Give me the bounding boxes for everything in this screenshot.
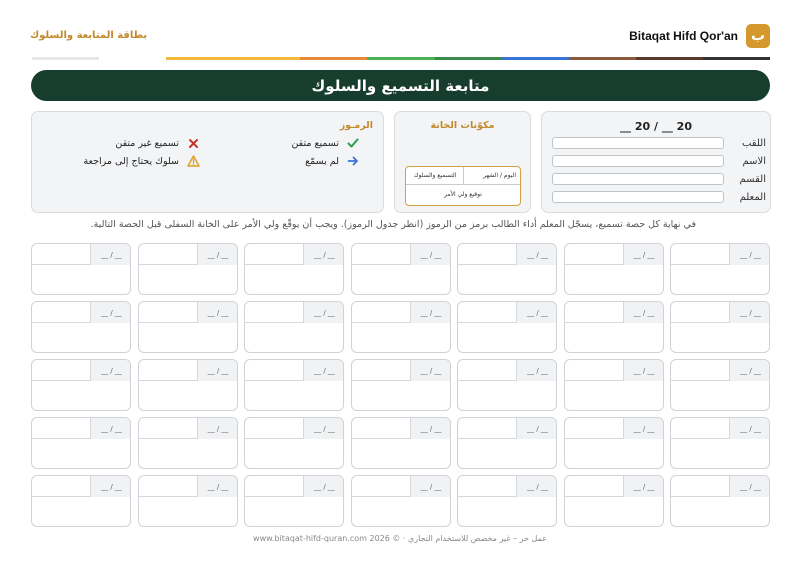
tracking-cell[interactable] bbox=[244, 359, 344, 411]
cell-date[interactable]: __ / __ bbox=[623, 476, 664, 497]
field-section bbox=[552, 173, 766, 187]
teacher-input[interactable] bbox=[552, 191, 724, 203]
legend-label: تسميع متقن bbox=[291, 137, 339, 149]
tracking-cell[interactable] bbox=[31, 359, 131, 411]
cell-date[interactable]: __ / __ bbox=[729, 418, 770, 439]
tracking-cell[interactable] bbox=[564, 417, 664, 469]
cell-date[interactable]: __ / __ bbox=[410, 476, 451, 497]
tracking-cell[interactable] bbox=[670, 417, 770, 469]
instructions-text: في نهاية كل حصة تسميع، يسجّل المعلم أداء الطالب برمز من الرموز (انظر جدول الرموز). ويجب أن يوقّع ولي الأمر على الخانة السفلى قبل الحصة التالية. bbox=[90, 219, 696, 230]
page-title: متابعة التسميع والسلوك bbox=[31, 70, 770, 101]
tracking-cell[interactable] bbox=[31, 243, 131, 295]
cell-date[interactable]: __ / __ bbox=[303, 476, 344, 497]
tracking-cell[interactable] bbox=[670, 475, 770, 527]
tracking-cell[interactable] bbox=[564, 301, 664, 353]
legend-item-mastered bbox=[291, 136, 361, 150]
brand-logo: ب bbox=[746, 24, 770, 48]
legend-panel bbox=[31, 111, 384, 213]
tracking-cell[interactable] bbox=[138, 417, 238, 469]
stripe-segment bbox=[703, 57, 770, 60]
tracking-cell[interactable] bbox=[31, 475, 131, 527]
cell-date[interactable]: __ / __ bbox=[516, 244, 557, 265]
tracking-cell[interactable] bbox=[244, 475, 344, 527]
cell-date[interactable]: __ / __ bbox=[197, 418, 238, 439]
cell-date[interactable]: __ / __ bbox=[303, 244, 344, 265]
cell-date[interactable]: __ / __ bbox=[197, 360, 238, 381]
stripe-segment bbox=[367, 57, 434, 60]
cell-date[interactable]: __ / __ bbox=[197, 302, 238, 323]
stripe-segment bbox=[569, 57, 636, 60]
color-stripe bbox=[32, 57, 770, 60]
stripe-segment bbox=[636, 57, 703, 60]
legend-label: لم يسمّع bbox=[305, 155, 339, 167]
tracking-grid bbox=[31, 243, 770, 528]
cell-parts-title: مكوّنات الخانة bbox=[430, 120, 495, 131]
warning-icon bbox=[185, 155, 201, 167]
cell-date[interactable]: __ / __ bbox=[729, 476, 770, 497]
field-surname bbox=[552, 137, 766, 151]
cell-date[interactable]: __ / __ bbox=[410, 360, 451, 381]
tracking-cell[interactable] bbox=[244, 417, 344, 469]
legend-item-behavior bbox=[83, 154, 201, 168]
cell-date[interactable]: __ / __ bbox=[410, 244, 451, 265]
cell-date[interactable]: __ / __ bbox=[90, 360, 131, 381]
cell-date[interactable]: __ / __ bbox=[623, 360, 664, 381]
tracking-cell[interactable] bbox=[351, 417, 451, 469]
tracking-cell[interactable] bbox=[351, 243, 451, 295]
tracking-cell[interactable] bbox=[457, 417, 557, 469]
tracking-cell[interactable] bbox=[670, 301, 770, 353]
cell-date[interactable]: __ / __ bbox=[729, 360, 770, 381]
example-signature: توقيع ولي الأمر bbox=[444, 191, 482, 198]
cell-example bbox=[405, 166, 521, 206]
example-day-month: اليوم / الشهر bbox=[483, 172, 516, 179]
tracking-cell[interactable] bbox=[138, 301, 238, 353]
cell-date[interactable]: __ / __ bbox=[729, 302, 770, 323]
stripe-segment bbox=[32, 57, 99, 60]
header bbox=[30, 24, 770, 52]
check-icon bbox=[345, 137, 361, 149]
cell-parts-panel bbox=[394, 111, 531, 213]
example-recitation: التسميع والسلوك bbox=[413, 172, 457, 179]
stripe-segment bbox=[300, 57, 367, 60]
tracking-cell[interactable] bbox=[138, 475, 238, 527]
cell-date[interactable]: __ / __ bbox=[303, 360, 344, 381]
field-teacher bbox=[552, 191, 766, 205]
tracking-cell[interactable] bbox=[457, 359, 557, 411]
name-input[interactable] bbox=[552, 155, 724, 167]
tracking-cell[interactable] bbox=[670, 243, 770, 295]
cell-date[interactable]: __ / __ bbox=[197, 244, 238, 265]
cell-date[interactable]: __ / __ bbox=[303, 418, 344, 439]
tracking-cell[interactable] bbox=[670, 359, 770, 411]
cell-date[interactable]: __ / __ bbox=[623, 302, 664, 323]
card-title: بطاقة المتابعة والسلوك bbox=[30, 30, 148, 41]
section-input[interactable] bbox=[552, 173, 724, 185]
cell-date[interactable]: __ / __ bbox=[410, 418, 451, 439]
tracking-cell[interactable] bbox=[457, 475, 557, 527]
stripe-segment bbox=[166, 57, 233, 60]
tracking-cell[interactable] bbox=[457, 301, 557, 353]
field-label: القسم bbox=[739, 174, 766, 185]
surname-input[interactable] bbox=[552, 137, 724, 149]
field-label: المعلم bbox=[739, 192, 766, 203]
legend-item-not-mastered bbox=[115, 136, 201, 150]
legend-title: الرمـوز bbox=[339, 120, 373, 131]
brand-name: Bitaqat Hifd Qor'an bbox=[629, 29, 738, 43]
tracking-cell[interactable] bbox=[138, 243, 238, 295]
x-icon bbox=[185, 138, 201, 149]
tracking-cell[interactable] bbox=[457, 243, 557, 295]
tracking-cell[interactable] bbox=[351, 475, 451, 527]
tracking-cell[interactable] bbox=[564, 243, 664, 295]
tracking-cell[interactable] bbox=[564, 475, 664, 527]
cell-date[interactable]: __ / __ bbox=[729, 244, 770, 265]
cell-date[interactable]: __ / __ bbox=[516, 418, 557, 439]
arrow-right-icon bbox=[345, 155, 361, 167]
cell-date[interactable]: __ / __ bbox=[90, 302, 131, 323]
cell-date[interactable]: __ / __ bbox=[516, 360, 557, 381]
cell-date[interactable]: __ / __ bbox=[90, 418, 131, 439]
footer: عمل حر – غير مخصص للاستخدام التجاري · © 2026 www.bitaqat-hifd-quran.com bbox=[253, 534, 547, 543]
stripe-segment bbox=[233, 57, 300, 60]
legend-label: سلوك يحتاج إلى مراجعة bbox=[83, 155, 179, 167]
tracking-cell[interactable] bbox=[138, 359, 238, 411]
tracking-cell[interactable] bbox=[31, 417, 131, 469]
cell-date[interactable]: __ / __ bbox=[410, 302, 451, 323]
student-info-panel bbox=[541, 111, 771, 213]
stripe-segment bbox=[502, 57, 569, 60]
stripe-segment bbox=[435, 57, 502, 60]
cell-date[interactable]: __ / __ bbox=[303, 302, 344, 323]
cell-date[interactable]: __ / __ bbox=[516, 476, 557, 497]
cell-date[interactable]: __ / __ bbox=[623, 418, 664, 439]
tracking-cell[interactable] bbox=[351, 359, 451, 411]
field-label: الاسم bbox=[742, 156, 766, 167]
cell-date[interactable]: __ / __ bbox=[197, 476, 238, 497]
legend-label: تسميع غير متقن bbox=[115, 137, 179, 149]
cell-date[interactable]: __ / __ bbox=[623, 244, 664, 265]
cell-date[interactable]: __ / __ bbox=[90, 244, 131, 265]
tracking-cell[interactable] bbox=[244, 243, 344, 295]
school-year: __ 20 / __ 20 bbox=[620, 120, 692, 133]
cell-date[interactable]: __ / __ bbox=[516, 302, 557, 323]
tracking-cell[interactable] bbox=[351, 301, 451, 353]
tracking-cell[interactable] bbox=[31, 301, 131, 353]
cell-date[interactable]: __ / __ bbox=[90, 476, 131, 497]
field-label: اللقب bbox=[741, 138, 766, 149]
stripe-segment bbox=[99, 57, 166, 60]
tracking-cell[interactable] bbox=[564, 359, 664, 411]
field-name bbox=[552, 155, 766, 169]
legend-item-not-recited bbox=[305, 154, 361, 168]
tracking-cell[interactable] bbox=[244, 301, 344, 353]
